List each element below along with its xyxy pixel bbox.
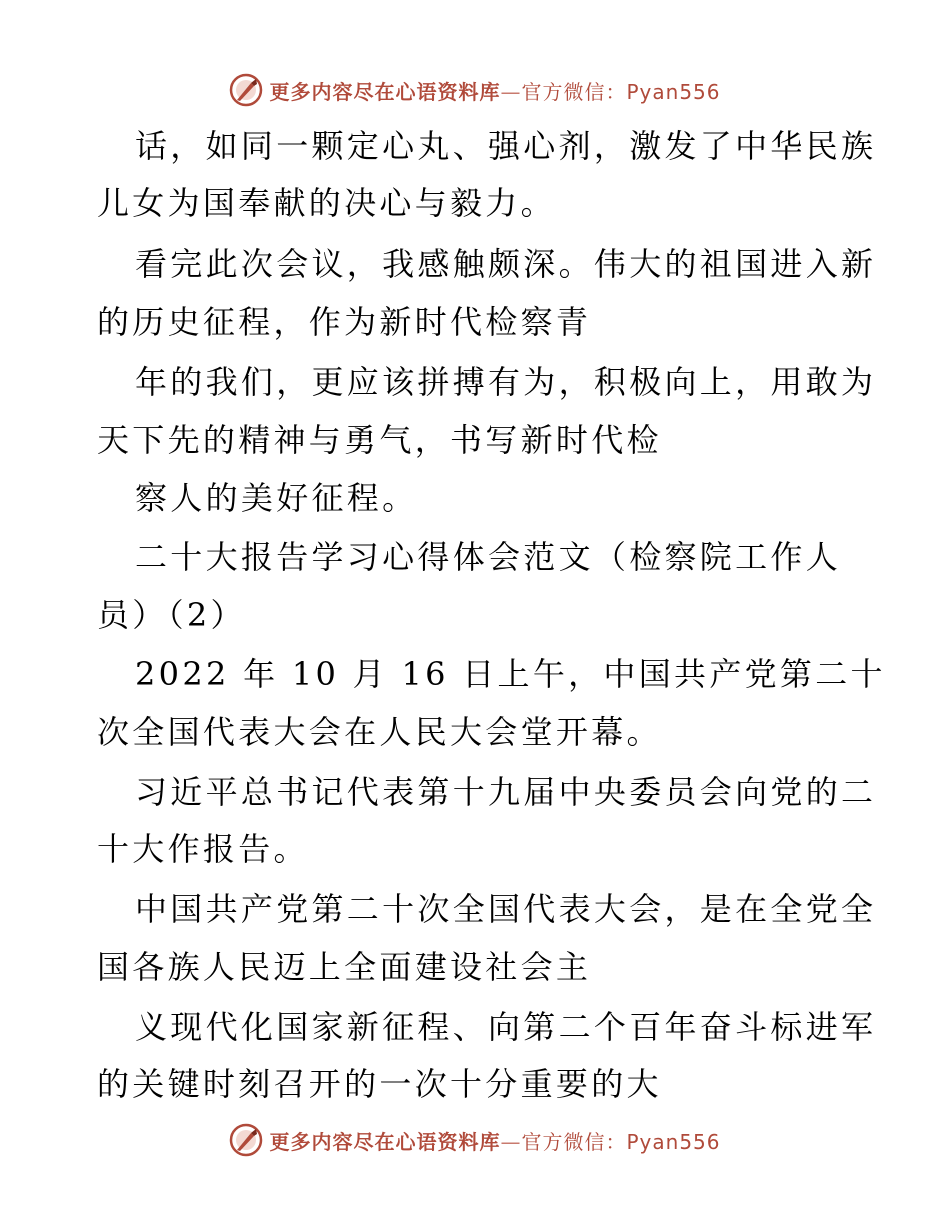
text-line: 习近平总书记代表第十九届中央委员会向党的二: [135, 773, 877, 811]
watermark-id: Pyan556: [626, 1129, 721, 1154]
quill-logo-icon: [229, 1123, 263, 1157]
text-line: 儿女为国奉献的决心与毅力。: [97, 184, 556, 222]
text-line: 话，如同一颗定心丸、强心剂，激发了中华民族: [135, 127, 877, 165]
text-line: 十大作报告。: [97, 830, 309, 868]
document-body: [0, 120, 950, 1110]
watermark-official: 官方微信：: [521, 1129, 627, 1154]
text-line: 次全国代表大会在人民大会堂开幕。: [97, 713, 662, 751]
header-watermark: [0, 70, 950, 110]
text-line: 察人的美好征程。: [135, 479, 418, 517]
text-line: 的关键时刻召开的一次十分重要的大: [97, 1065, 662, 1103]
text-line: 看完此次会议，我感触颇深。伟大的祖国进入新: [135, 245, 877, 283]
text-line: 义现代化国家新征程、向第二个百年奋斗标进军: [135, 1008, 877, 1046]
text-line: 天下先的精神与勇气，书写新时代检: [97, 421, 662, 459]
watermark-id: Pyan556: [626, 79, 721, 104]
watermark-dash: —: [500, 1129, 522, 1154]
text-line: 中国共产党第二十次全国代表大会，是在全党全: [135, 890, 877, 928]
watermark-text: [269, 1126, 720, 1155]
watermark-main: 更多内容尽在心语资料库: [269, 79, 501, 104]
watermark-main: 更多内容尽在心语资料库: [269, 1129, 501, 1154]
text-line: 国各族人民迈上全面建设社会主: [97, 948, 592, 986]
text-line: 的历史征程，作为新时代检察青: [97, 303, 592, 341]
text-line: 二十大报告学习心得体会范文（检察院工作人: [135, 538, 842, 576]
footer-watermark: [0, 1120, 950, 1160]
watermark-dash: —: [500, 79, 522, 104]
text-line: 2022 年 10 月 16 日上午，中国共产党第二十: [135, 655, 886, 693]
text-line: 年的我们，更应该拼搏有为，积极向上，用敢为: [135, 363, 877, 401]
text-line: 员）（2）: [97, 596, 246, 634]
watermark-official: 官方微信：: [521, 79, 627, 104]
quill-logo-icon: [229, 73, 263, 107]
watermark-text: [269, 76, 720, 105]
